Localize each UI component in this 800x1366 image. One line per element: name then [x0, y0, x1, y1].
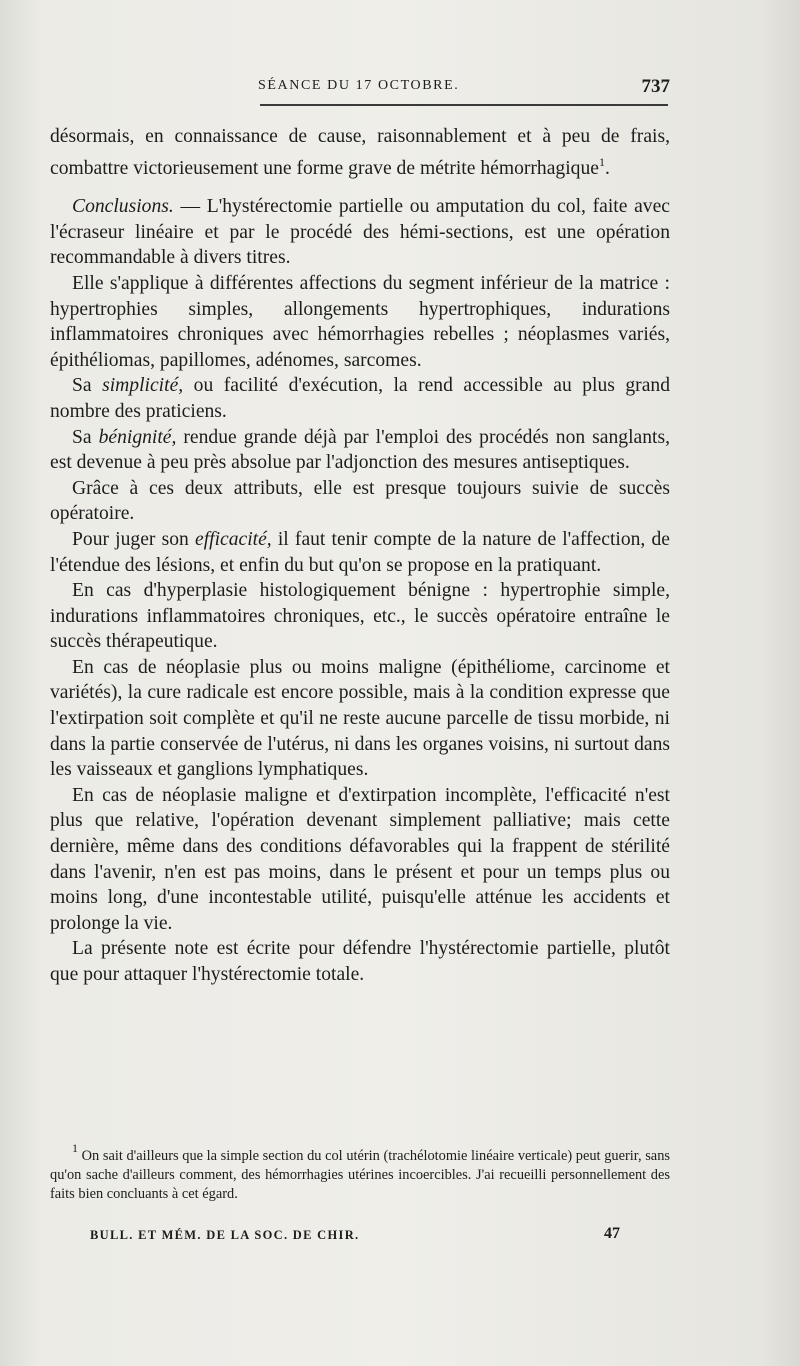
paragraph-applications: Elle s'applique à différentes affections du segment inférieur de la matrice : hypertrophies simples, allongements hypertrophiques, indurations inflammatoires chroniques avec hémorrhagies rebelles ; néoplasmes variés, épithéliomas, papillomes, adénomes, sarcomes. [50, 272, 670, 371]
page-footer [90, 1225, 620, 1250]
paragraph-continuation [50, 124, 670, 181]
header-rule [260, 104, 668, 106]
footnote-ref: 1 [598, 154, 605, 169]
paragraph-conclusion-note: La présente note est écrite pour défendre l'hystérectomie partielle, plutôt que pour attaquer l'hystérectomie totale. [50, 938, 670, 985]
paragraph-end: . [604, 157, 610, 179]
emphasis: bénignité, [98, 426, 177, 448]
paragraph-benignite [50, 425, 670, 476]
paragraph-text: — L'hystérectomie partielle ou amputation du col, faite avec l'écraseur linéaire et par le procédé des hémi-sections, est une opération recommandable à divers titres. [50, 196, 670, 269]
paragraph-text: Pour juger son [72, 528, 195, 550]
paragraph-conclusions [50, 194, 670, 271]
footnote [50, 1139, 670, 1204]
paragraph-text: Sa [72, 426, 99, 448]
footnote-text: On sait d'ailleurs que la simple section du col utérin (trachélotomie linéaire verticale) peut guerir, sans qu'on sache d'ailleurs comment, des hémorrhagies utérines incoercibles. J'ai recueilli personnellement des faits bien concluants à cet égard. [50, 1148, 670, 1202]
conclusions-heading: Conclusions. [72, 196, 174, 218]
footnote-marker: 1 [72, 1141, 78, 1155]
footnote-paragraph [50, 1139, 670, 1204]
running-head [50, 78, 670, 102]
paragraph-neoplasie: En cas de néoplasie plus ou moins maligne (épithéliome, carcinome et variétés), la cure radicale est encore possible, mais à la condition expresse que l'extirpation soit complète et qu'il ne reste aucune parcelle de tissu morbide, ni dans la partie conservée de l'utérus, ni dans les organes voisins, ni surtout dans les vaisseaux et ganglions lymphatiques. [50, 656, 670, 781]
paragraph-neoplasie-maligne: En cas de néoplasie maligne et d'extirpation incomplète, l'efficacité n'est plus que relative, l'opération devenant simplement palliative; mais cette dernière, même dans des conditions défavorables qui la frappent de stérilité dans l'avenir, n'en est pas moins, dans le présent et pour un temps plus ou moins long, d'une incontestable utilité, puisqu'elle atténue les accidents et prolonge la vie. [50, 784, 670, 934]
signature-mark: 47 [604, 1225, 620, 1242]
emphasis: simplicité, [102, 375, 184, 397]
running-title: SÉANCE DU 17 OCTOBRE. [258, 78, 460, 93]
paragraph-hyperplasie: En cas d'hyperplasie histologiquement bénigne : hypertrophie simple, indurations inflammatoires chroniques, etc., le succès opératoire entraîne le succès thérapeutique. [50, 580, 670, 653]
body-text [50, 124, 670, 988]
page-number: 737 [641, 76, 670, 97]
paragraph-simplicite [50, 373, 670, 424]
paragraph-text: rendue grande déjà par l'emploi des procédés non sanglants, est devenue à peu près absolue par l'adjonction des mesures antiseptiques. [50, 426, 670, 474]
paragraph-text: Sa [72, 375, 103, 397]
paragraph-text: il faut tenir compte de la nature de l'affection, de l'étendue des lésions, et enfin du but qu'on se propose en la pratiquant. [50, 528, 670, 576]
paragraph-text: ou facilité d'exécution, la rend accessible au plus grand nombre des praticiens. [50, 375, 670, 422]
paragraph-efficacite [50, 527, 670, 578]
journal-title: BULL. ET MÉM. DE LA SOC. DE CHIR. [90, 1228, 360, 1242]
paragraph-text: désormais, en connaissance de cause, raisonnablement et à peu de frais, combattre victorieusement une forme grave de métrite hémorrhagique [50, 126, 670, 179]
emphasis: efficacité, [195, 528, 272, 550]
paragraph-grace: Grâce à ces deux attributs, elle est presque toujours suivie de succès opératoire. [50, 477, 670, 525]
